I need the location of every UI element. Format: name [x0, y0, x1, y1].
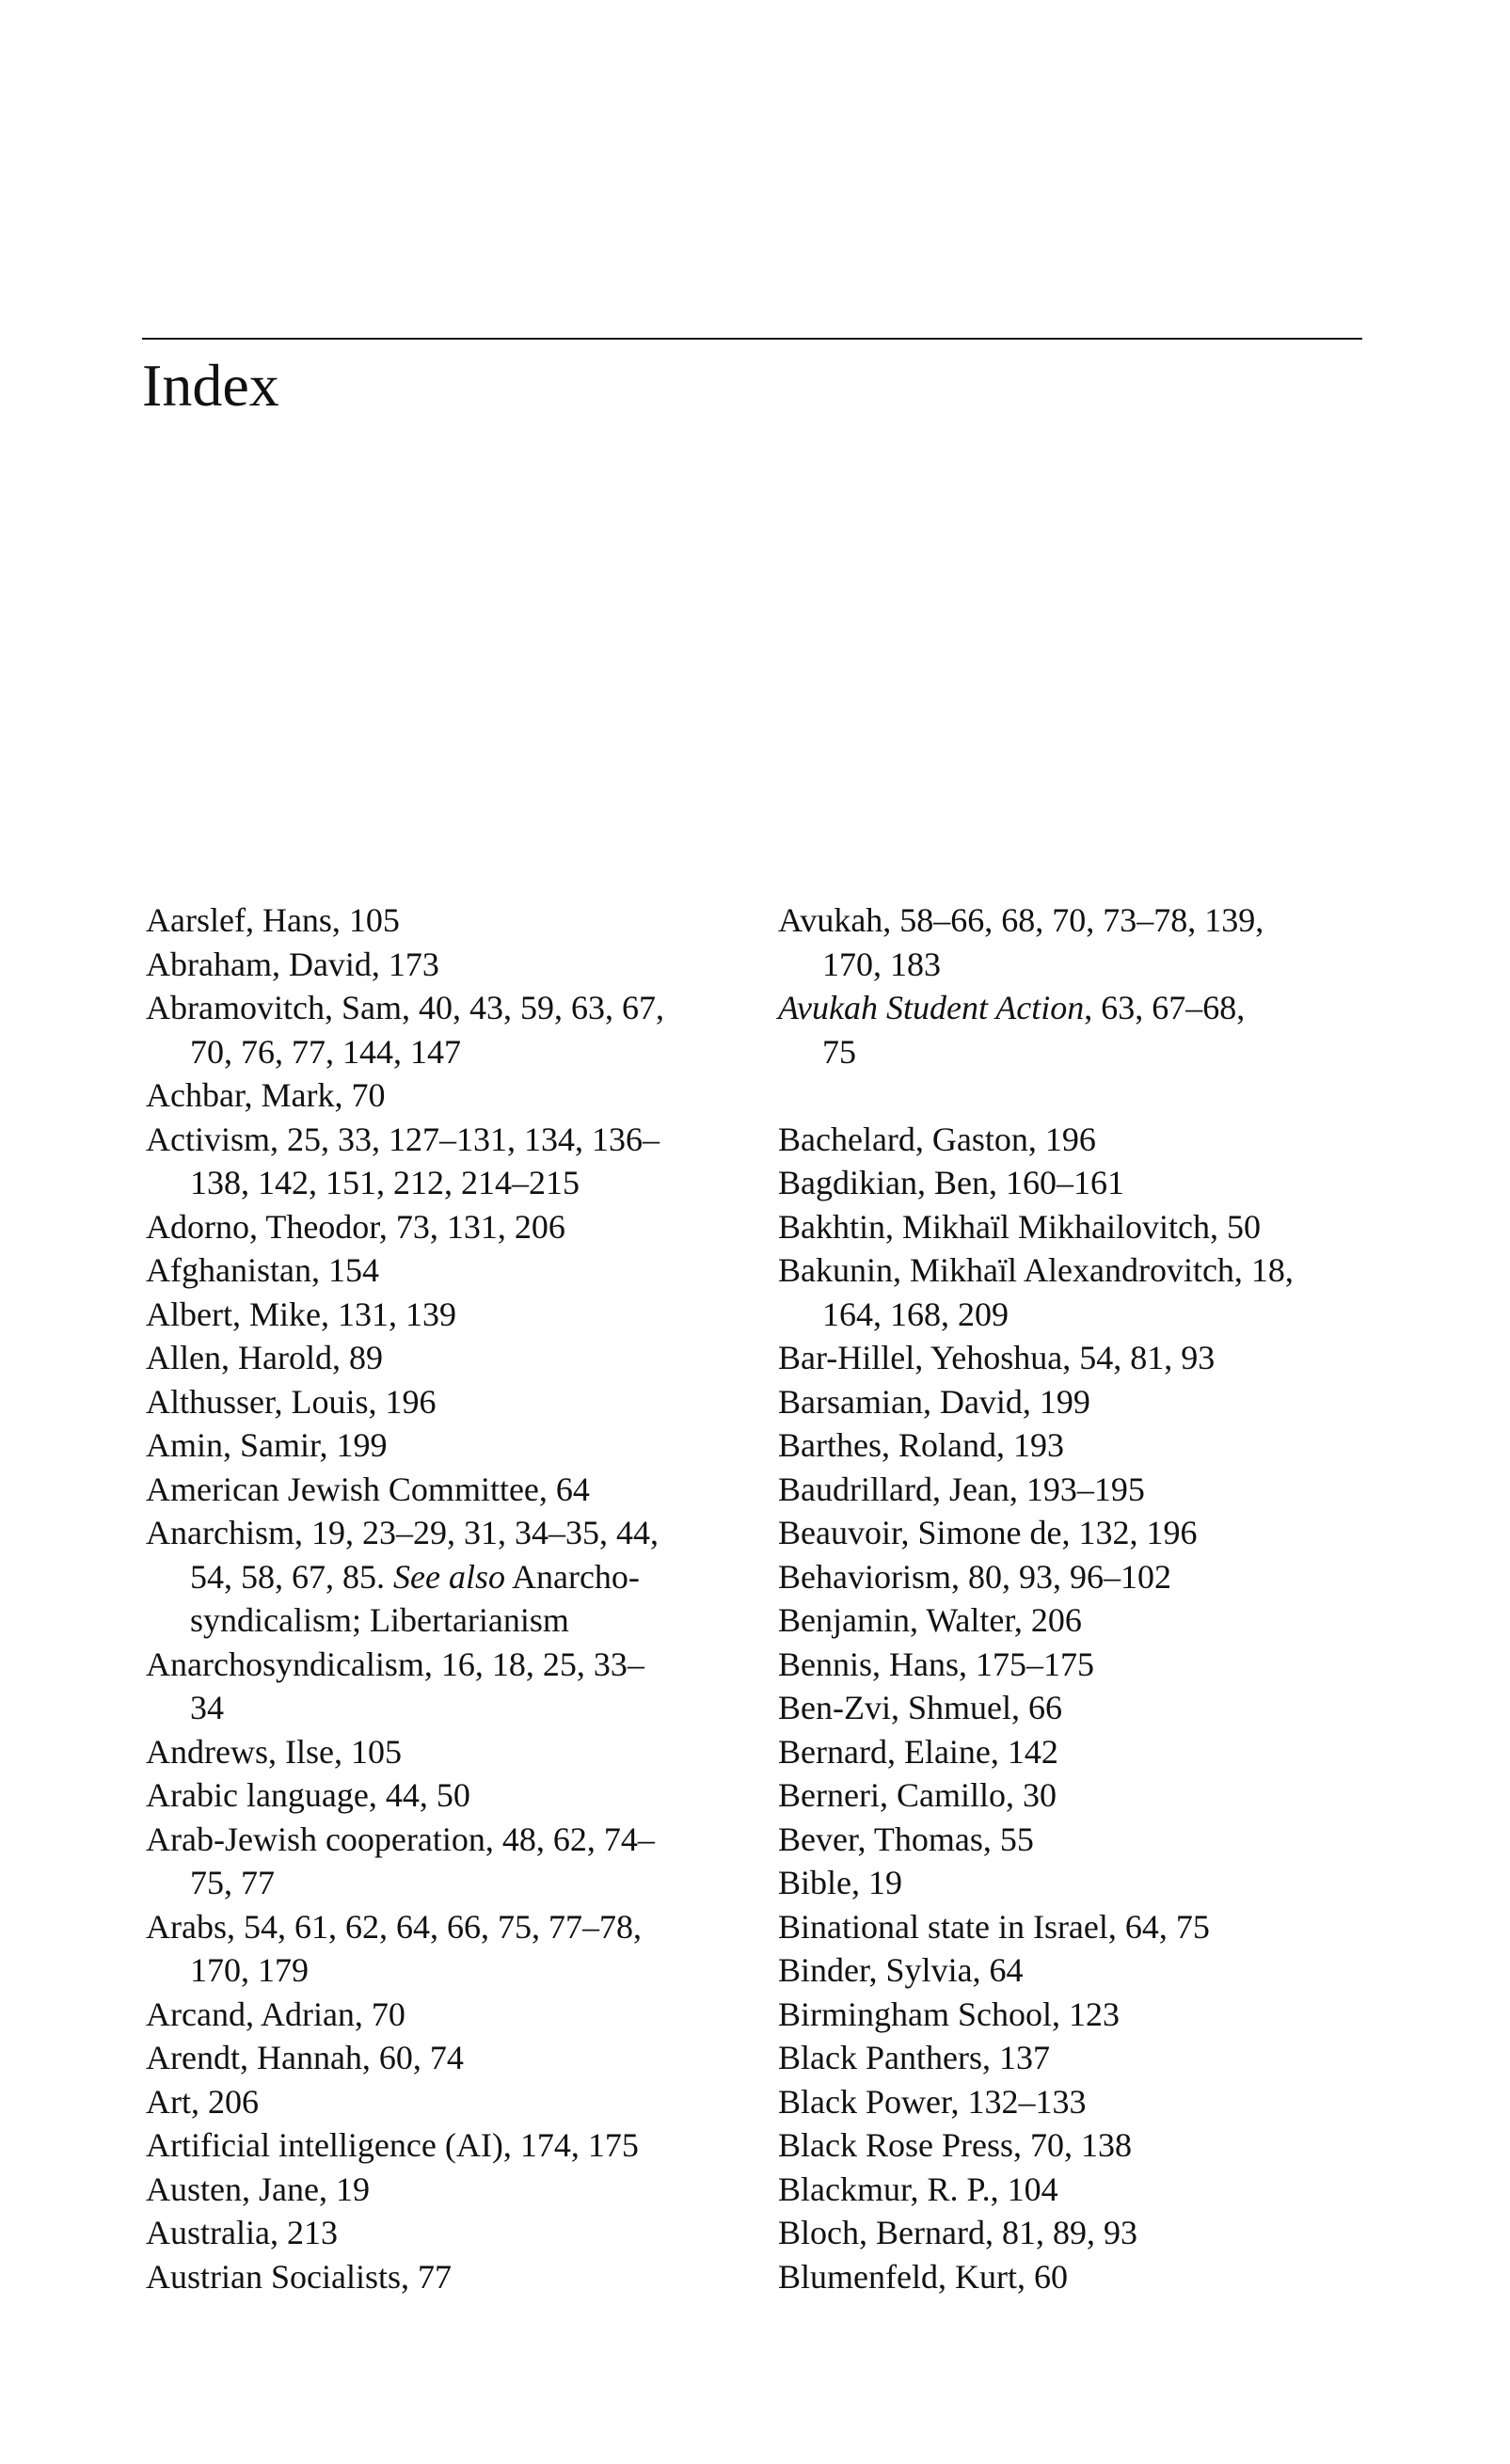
- index-entry: [146, 986, 664, 1073]
- index-entry: [778, 1336, 1294, 1380]
- index-entry-line: Black Rose Press, 70, 138: [778, 2126, 1132, 2164]
- index-entry: [146, 1293, 664, 1337]
- index-entry-line: Bernard, Elaine, 142: [778, 1732, 1058, 1771]
- index-entry: [146, 2036, 664, 2080]
- index-entry-line: Arcand, Adrian, 70: [146, 1995, 405, 2033]
- index-entry-line: Art, 206: [146, 2082, 259, 2121]
- index-entry-line: 164, 168, 209: [822, 1295, 1009, 1333]
- index-entry-line: 34: [190, 1689, 224, 1726]
- index-entry-line: Amin, Samir, 199: [146, 1426, 388, 1464]
- locators: , 63, 67–68,: [1084, 989, 1246, 1026]
- index-entry: [778, 1205, 1294, 1249]
- index-entry-line: Arab-Jewish cooperation, 48, 62, 74–: [146, 1820, 655, 1858]
- see-also-target: Anarcho-: [504, 1557, 640, 1596]
- index-entry: [146, 2211, 664, 2255]
- index-entry: [778, 1730, 1294, 1774]
- index-entry-line: Arabs, 54, 61, 62, 64, 66, 75, 77–78,: [146, 1907, 642, 1946]
- index-entry: [146, 943, 664, 987]
- index-entry-line: Barsamian, David, 199: [778, 1382, 1090, 1421]
- index-column-left: [146, 898, 664, 2298]
- index-entry-line: Andrews, Ilse, 105: [146, 1732, 402, 1771]
- index-entry-line: Arendt, Hannah, 60, 74: [146, 2039, 464, 2076]
- index-entry: [778, 1818, 1294, 1862]
- index-entry-line: Activism, 25, 33, 127–131, 134, 136–: [146, 1120, 660, 1158]
- index-entry-line: Bar-Hillel, Yehoshua, 54, 81, 93: [778, 1339, 1216, 1376]
- index-entry: [146, 1993, 664, 2037]
- index-entry-line: Allen, Harold, 89: [146, 1339, 383, 1376]
- index-entry-line: Behaviorism, 80, 93, 96–102: [778, 1557, 1171, 1596]
- index-entry: [778, 1555, 1294, 1599]
- index-entry-line: 75: [822, 1032, 856, 1071]
- index-entry-line: Beauvoir, Simone de, 132, 196: [778, 1514, 1198, 1551]
- index-entry: [146, 1205, 664, 1249]
- index-entry-line: Blumenfeld, Kurt, 60: [778, 2257, 1068, 2296]
- index-entry-line: Ben-Zvi, Shmuel, 66: [778, 1689, 1062, 1726]
- index-entry: [146, 1468, 664, 1512]
- index-entry: [146, 1818, 664, 1905]
- index-entry-line: Australia, 213: [146, 2214, 338, 2251]
- index-entry: [778, 1118, 1294, 1162]
- index-entry-line: Albert, Mike, 131, 139: [146, 1295, 456, 1333]
- index-entry-line: Bennis, Hans, 175–175: [778, 1645, 1094, 1683]
- index-entry-line: Abraham, David, 173: [146, 945, 439, 983]
- index-entry: [778, 1905, 1294, 1949]
- index-entry: [778, 2211, 1294, 2255]
- index-entry: [146, 898, 664, 943]
- index-entry-line: Austrian Socialists, 77: [146, 2257, 452, 2296]
- index-entry-line: Barthes, Roland, 193: [778, 1426, 1064, 1464]
- index-column-right: [778, 898, 1294, 2298]
- index-entry-line: [778, 986, 1294, 1030]
- index-entry-line: Arabic language, 44, 50: [146, 1776, 470, 1814]
- index-entry-line: Bagdikian, Ben, 160–161: [778, 1164, 1124, 1201]
- index-entry: [778, 1686, 1294, 1730]
- index-entry: [146, 1905, 664, 1993]
- index-entry-line: 170, 183: [822, 945, 941, 983]
- index-entry-line: Bakhtin, Mikhaïl Mikhailovitch, 50: [778, 1207, 1261, 1246]
- index-entry-line: Bachelard, Gaston, 196: [778, 1120, 1096, 1158]
- index-entry-line: Black Panthers, 137: [778, 2039, 1050, 2076]
- index-entry: [778, 1773, 1294, 1818]
- index-entry-line: Binder, Sylvia, 64: [778, 1951, 1024, 1989]
- index-entry-line: Althusser, Louis, 196: [146, 1382, 437, 1421]
- index-entry-line: American Jewish Committee, 64: [146, 1470, 590, 1508]
- index-entry-line: Baudrillard, Jean, 193–195: [778, 1470, 1145, 1508]
- index-entry-line: Berneri, Camillo, 30: [778, 1776, 1057, 1814]
- letter-group-gap: [778, 1073, 1294, 1118]
- header-rule: [142, 338, 1362, 340]
- index-entry: [778, 2080, 1294, 2124]
- index-entry: [146, 1730, 664, 1774]
- index-entry-line: 54, 58, 67, 85. See also Anarcho-: [190, 1557, 640, 1596]
- index-entry: [146, 1118, 664, 1205]
- index-entry-line: Anarchosyndicalism, 16, 18, 25, 33–: [146, 1645, 644, 1683]
- index-entry: [778, 1380, 1294, 1424]
- index-entry: [146, 1336, 664, 1380]
- index-entry-line: Artificial intelligence (AI), 174, 175: [146, 2126, 639, 2164]
- index-entry: [778, 2255, 1294, 2299]
- italic-title: Avukah Student Action: [778, 989, 1085, 1026]
- index-entry: [778, 1511, 1294, 1555]
- index-entry: [778, 1423, 1294, 1468]
- index-entry-line: Afghanistan, 154: [146, 1251, 379, 1289]
- page-title: Index: [142, 352, 279, 419]
- index-entry-line: 138, 142, 151, 212, 214–215: [190, 1164, 580, 1201]
- index-entry-line: Aarslef, Hans, 105: [146, 901, 400, 939]
- index-entry: [778, 1248, 1294, 1336]
- index-entry: [146, 1511, 664, 1643]
- index-entry-line: Benjamin, Walter, 206: [778, 1601, 1082, 1639]
- index-entry: [146, 1073, 664, 1118]
- index-entry: [778, 986, 1294, 1073]
- index-entry: [778, 1643, 1294, 1687]
- index-entry: [778, 898, 1294, 986]
- index-entry-line: Bloch, Bernard, 81, 89, 93: [778, 2214, 1137, 2251]
- index-entry: [146, 2168, 664, 2212]
- index-entry-line: Abramovitch, Sam, 40, 43, 59, 63, 67,: [146, 989, 664, 1026]
- index-entry: [146, 1380, 664, 1424]
- index-entry-line: syndicalism; Libertarianism: [190, 1601, 569, 1639]
- index-entry: [146, 2080, 664, 2124]
- index-entry-line: 75, 77: [190, 1864, 275, 1901]
- index-entry: [778, 1861, 1294, 1905]
- index-entry: [778, 1993, 1294, 2037]
- index-entry-line: 170, 179: [190, 1951, 309, 1989]
- index-entry: [778, 1948, 1294, 1993]
- index-entry-line: Black Power, 132–133: [778, 2082, 1087, 2121]
- index-entry: [778, 2036, 1294, 2080]
- index-entry: [146, 1773, 664, 1818]
- index-entry: [146, 2255, 664, 2299]
- index-entry-line: Birmingham School, 123: [778, 1995, 1120, 2033]
- index-entry-line: 70, 76, 77, 144, 147: [190, 1032, 461, 1071]
- index-entry-line: Bakunin, Mikhaïl Alexandrovitch, 18,: [778, 1251, 1294, 1289]
- index-entry-line: Binational state in Israel, 64, 75: [778, 1907, 1210, 1946]
- index-entry: [778, 1468, 1294, 1512]
- index-entry-line: Blackmur, R. P., 104: [778, 2170, 1058, 2208]
- index-entry-line: Achbar, Mark, 70: [146, 1076, 386, 1114]
- index-entry: [146, 1423, 664, 1468]
- index-entry-line: Austen, Jane, 19: [146, 2170, 370, 2208]
- index-entry-line: Bever, Thomas, 55: [778, 1820, 1034, 1858]
- index-entry: [146, 2123, 664, 2168]
- index-entry: [778, 1598, 1294, 1643]
- index-entry: [778, 2168, 1294, 2212]
- index-entry: [778, 1161, 1294, 1205]
- see-also-label: See also: [393, 1557, 505, 1596]
- index-entry: [778, 2123, 1294, 2168]
- index-entry: [146, 1643, 664, 1730]
- index-entry-line: Avukah, 58–66, 68, 70, 73–78, 139,: [778, 901, 1264, 939]
- index-entry-line: Adorno, Theodor, 73, 131, 206: [146, 1207, 565, 1246]
- index-entry-line: Anarchism, 19, 23–29, 31, 34–35, 44,: [146, 1514, 659, 1551]
- index-entry: [146, 1248, 664, 1293]
- index-entry-line: Bible, 19: [778, 1864, 902, 1901]
